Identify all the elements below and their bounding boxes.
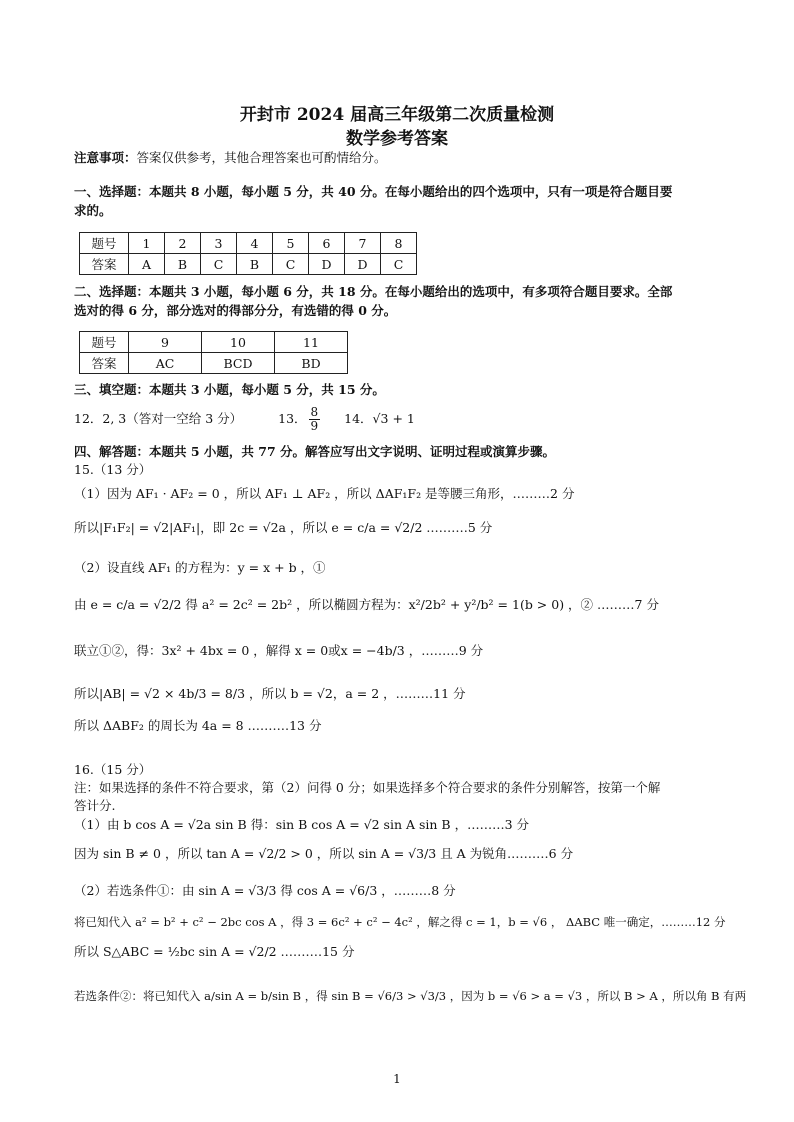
q16-step6: 若选条件②：将已知代入 a/sin A = b/sin B ，得 sin B = √6/3 > √3/3 ，因为 b = √6 > a = √3 ，所以 B > A ，所以角 B 有两 — [74, 989, 747, 1003]
q15-step2: 所以|F₁F₂| = √2|AF₁|，即 2c = √2a ，所以 e = c/a = √2/2 .………5 分 — [74, 520, 493, 535]
choice-answer-table — [79, 232, 417, 275]
q16-step2: 因为 sin B ≠ 0 ，所以 tan A = √2/2 > 0 ，所以 sin A = √3/3 且 A 为锐角.………6 分 — [74, 846, 574, 861]
q16-step5: 所以 S△ABC = ½bc sin A = √2/2 .………15 分 — [74, 944, 355, 959]
answer-cell: A — [129, 254, 165, 275]
question-number-cell: 3 — [201, 233, 237, 254]
answer-cell: D — [309, 254, 345, 275]
q16-step4: 将已知代入 a² = b² + c² − 2bc cos A ，得 3 = 6c² + c² − 4c² ，解之得 c = 1，b = √6 ， ΔABC 唯一确定，………12 分 — [74, 915, 726, 929]
answer-cell: BD — [275, 353, 348, 374]
section2-heading: 二、选择题：本题共 3 小题，每小题 6 分，共 18 分。在每小题给出的选项中，有多项符合题目要求。全部 — [74, 284, 673, 299]
q15-step4: 由 e = c/a = √2/2 得 a² = 2c² = 2b² ，所以椭圆方程为：x²/2b² + y²/b² = 1(b > 0) ，② ………7 分 — [74, 597, 659, 612]
question-number-cell: 9 — [129, 332, 202, 353]
answer-cell: B — [237, 254, 273, 275]
row-label-cell: 题号 — [80, 233, 129, 254]
page-subtitle: 数学参考答案 — [346, 129, 448, 149]
answer-cell: AC — [129, 353, 202, 374]
q12-answer: 12．2, 3（答对一空给 3 分） — [74, 411, 243, 426]
page-number: 1 — [393, 1072, 401, 1086]
q16-step1: （1）由 b cos A = √2a sin B 得：sin B cos A = √2 sin A sin B ，………3 分 — [74, 817, 530, 832]
table-row — [80, 233, 417, 254]
q15-step6: 所以|AB| = √2 × 4b/3 = 8/3 ，所以 b = √2，a = 2 ，………11 分 — [74, 686, 466, 701]
question-number-cell: 11 — [275, 332, 348, 353]
q16-note-cont: 答计分. — [74, 798, 116, 813]
answer-cell: BCD — [202, 353, 275, 374]
question-number-cell: 2 — [165, 233, 201, 254]
table-row — [80, 353, 348, 374]
section4-heading: 四、解答题：本题共 5 小题，共 77 分。解答应写出文字说明、证明过程或演算步骤。 — [74, 444, 556, 459]
section2-heading-cont: 选对的得 6 分，部分选对的得部分分，有选错的得 0 分。 — [74, 303, 397, 318]
q15-step7: 所以 ΔABF₂ 的周长为 4a = 8 .………13 分 — [74, 718, 322, 733]
row-label-cell: 答案 — [80, 353, 129, 374]
answer-cell: B — [165, 254, 201, 275]
row-label-cell: 题号 — [80, 332, 129, 353]
page-title: 开封市 2024 届高三年级第二次质量检测 — [239, 105, 555, 125]
answer-cell: C — [201, 254, 237, 275]
notice-text: 注意事项：答案仅供参考，其他合理答案也可酌情给分。 — [74, 150, 387, 165]
section1-heading-cont: 求的。 — [74, 203, 112, 218]
section3-heading: 三、填空题：本题共 3 小题，每小题 5 分，共 15 分。 — [74, 382, 385, 397]
question-number-cell: 4 — [237, 233, 273, 254]
q16-heading: 16.（15 分） — [74, 762, 152, 777]
question-number-cell: 1 — [129, 233, 165, 254]
table-row — [80, 332, 348, 353]
row-label-cell: 答案 — [80, 254, 129, 275]
fill-blank-answers — [74, 404, 415, 434]
answer-cell: C — [381, 254, 417, 275]
multi-choice-answer-table — [79, 331, 348, 374]
notice-body: 答案仅供参考，其他合理答案也可酌情给分。 — [136, 150, 387, 165]
table-row — [80, 254, 417, 275]
q16-step3: （2）若选条件①：由 sin A = √3/3 得 cos A = √6/3 ，………8 分 — [74, 883, 456, 898]
q16-note: 注：如果选择的条件不符合要求，第（2）问得 0 分；如果选择多个符合要求的条件分别解答，按第一个解 — [74, 780, 661, 795]
question-number-cell: 5 — [273, 233, 309, 254]
q13-fraction: $\frac{8}{9}$ — [310, 405, 319, 433]
q15-step1: （1）因为 AF₁ · AF₂ = 0 ，所以 AF₁ ⊥ AF₂ ，所以 ΔAF₁F₂ 是等腰三角形，………2 分 — [74, 486, 575, 501]
q14-answer: 14．√3 + 1 — [344, 411, 415, 426]
answer-cell: D — [345, 254, 381, 275]
question-number-cell: 6 — [309, 233, 345, 254]
section1-heading: 一、选择题：本题共 8 小题，每小题 5 分，共 40 分。在每小题给出的四个选项中，只有一项是符合题目要 — [74, 184, 673, 199]
q13-label: 13． — [278, 411, 307, 426]
answer-cell: C — [273, 254, 309, 275]
q15-heading: 15.（13 分） — [74, 462, 152, 477]
question-number-cell: 10 — [202, 332, 275, 353]
question-number-cell: 7 — [345, 233, 381, 254]
q15-step5: 联立①②，得：3x² + 4bx = 0 ，解得 x = 0或x = −4b/3 ，………9 分 — [74, 643, 484, 658]
question-number-cell: 8 — [381, 233, 417, 254]
q15-step3: （2）设直线 AF₁ 的方程为：y = x + b ，① — [74, 560, 326, 575]
